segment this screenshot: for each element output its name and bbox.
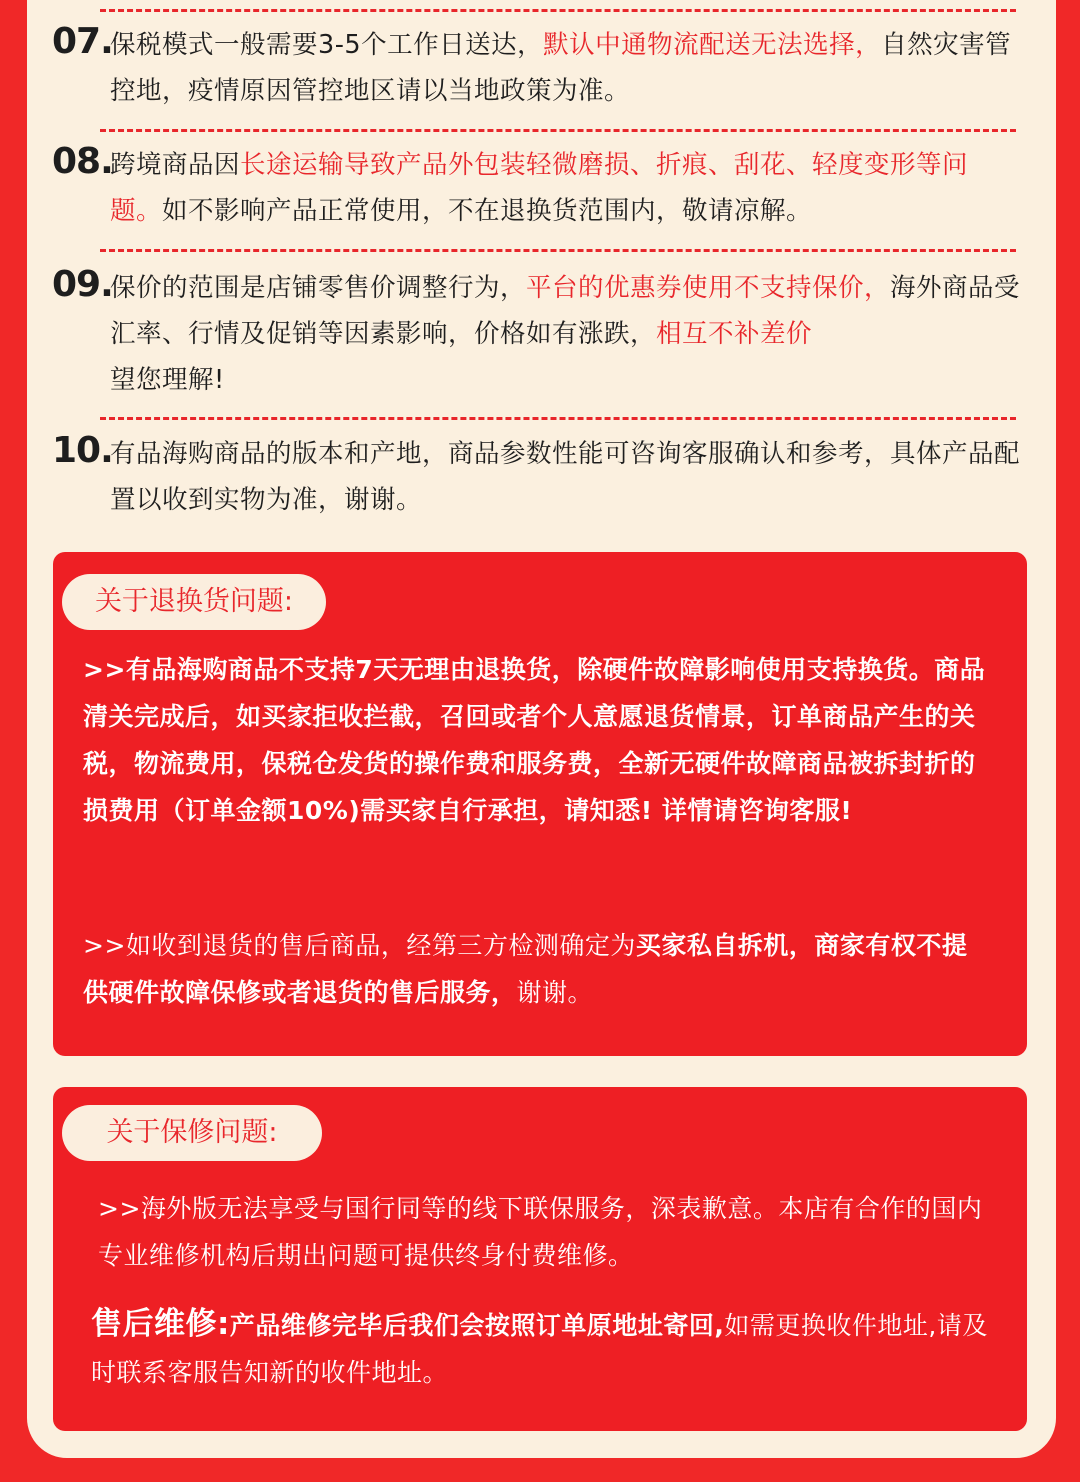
returns-text-bold: 买家私自拆机，商家有权不提供硬件故障保修或者退货的售后服务， [83,931,968,1007]
note-text-part: 望您理解! [110,365,225,395]
divider [100,129,1016,132]
note-text-part: 海外商品受汇率、行情及促销等因素影响，价格如有涨跌， [110,273,1021,349]
note-text [110,22,1025,114]
note-text-part: 自然灾害管控地，疫情原因管控地区请以当地政策为准。 [110,30,1012,106]
note-highlight: 相互不补差价 [656,319,813,349]
warranty-paragraph-1: >>海外版无法享受与国行同等的线下联保服务，深表歉意。本店有合作的国内专业维修机构后期出问题可提供终身付费维修。 [98,1194,983,1270]
note-text [110,265,1025,403]
returns-text-part: >>有品海购商品 [83,655,279,684]
note-text-part: 如不影响产品正常使用，不在退换货范围内，敬请凉解。 [162,196,813,226]
note-text-part: 跨境商品因 [110,150,241,180]
note-highlight: 平台的优惠券使用不支持保价， [526,273,891,303]
note-number: 09. [52,264,113,305]
note-highlight: 长途运输导致产品外包装轻微磨损、折痕、刮花、轻度变形等问题。 [110,150,969,226]
warranty-label: 售后维修: [91,1306,230,1342]
note-text-part: 保税模式一般需要3-5个工作日送达， [110,30,544,60]
divider [100,9,1016,12]
note-number: 08. [52,141,113,182]
divider [100,417,1016,420]
warranty-section [53,1087,1027,1431]
returns-text-bold: 不支持7天无理由退换货，除硬件故障影响使用支持换货。商品清关完成后，如买家拒收拦截，召回或者个人意愿退货情景，订单商品产生的关税，物流费用，保税仓发货的操作费和服务费，全新无硬件故障商品被拆封折的损费用（订单金额10%)需买家自行承担，请知悉! 详情请咨询客服! [83,655,986,825]
warranty-paragraph-2 [91,1301,996,1396]
divider [100,249,1016,252]
returns-section [53,552,1027,1056]
note-text: 有品海购商品的版本和产地，商品参数性能可咨询客服确认和参考，具体产品配置以收到实物为准，谢谢。 [110,439,1021,515]
returns-text-part: 谢谢。 [516,978,594,1007]
returns-text-part: >>如收到退货的售后商品，经第三方检测确定为 [83,931,636,960]
note-number: 10. [52,430,113,471]
note-text [110,142,980,234]
warranty-text-bold: 产品维修完毕后我们会按照订单原地址寄回, [229,1311,725,1340]
warranty-text-part: 如需更换收件地址,请及时联系客服告知新的收件地址。 [91,1311,988,1387]
note-text-part: 保价的范围是店铺零售价调整行为， [110,273,527,303]
note-highlight: 默认中通物流配送无法选择， [543,30,882,60]
returns-paragraph-2 [83,922,983,1016]
returns-paragraph-1 [83,646,998,834]
warranty-title: 关于保修问题: [62,1105,322,1161]
note-number: 07. [52,21,113,62]
returns-title: 关于退换货问题: [62,574,326,630]
